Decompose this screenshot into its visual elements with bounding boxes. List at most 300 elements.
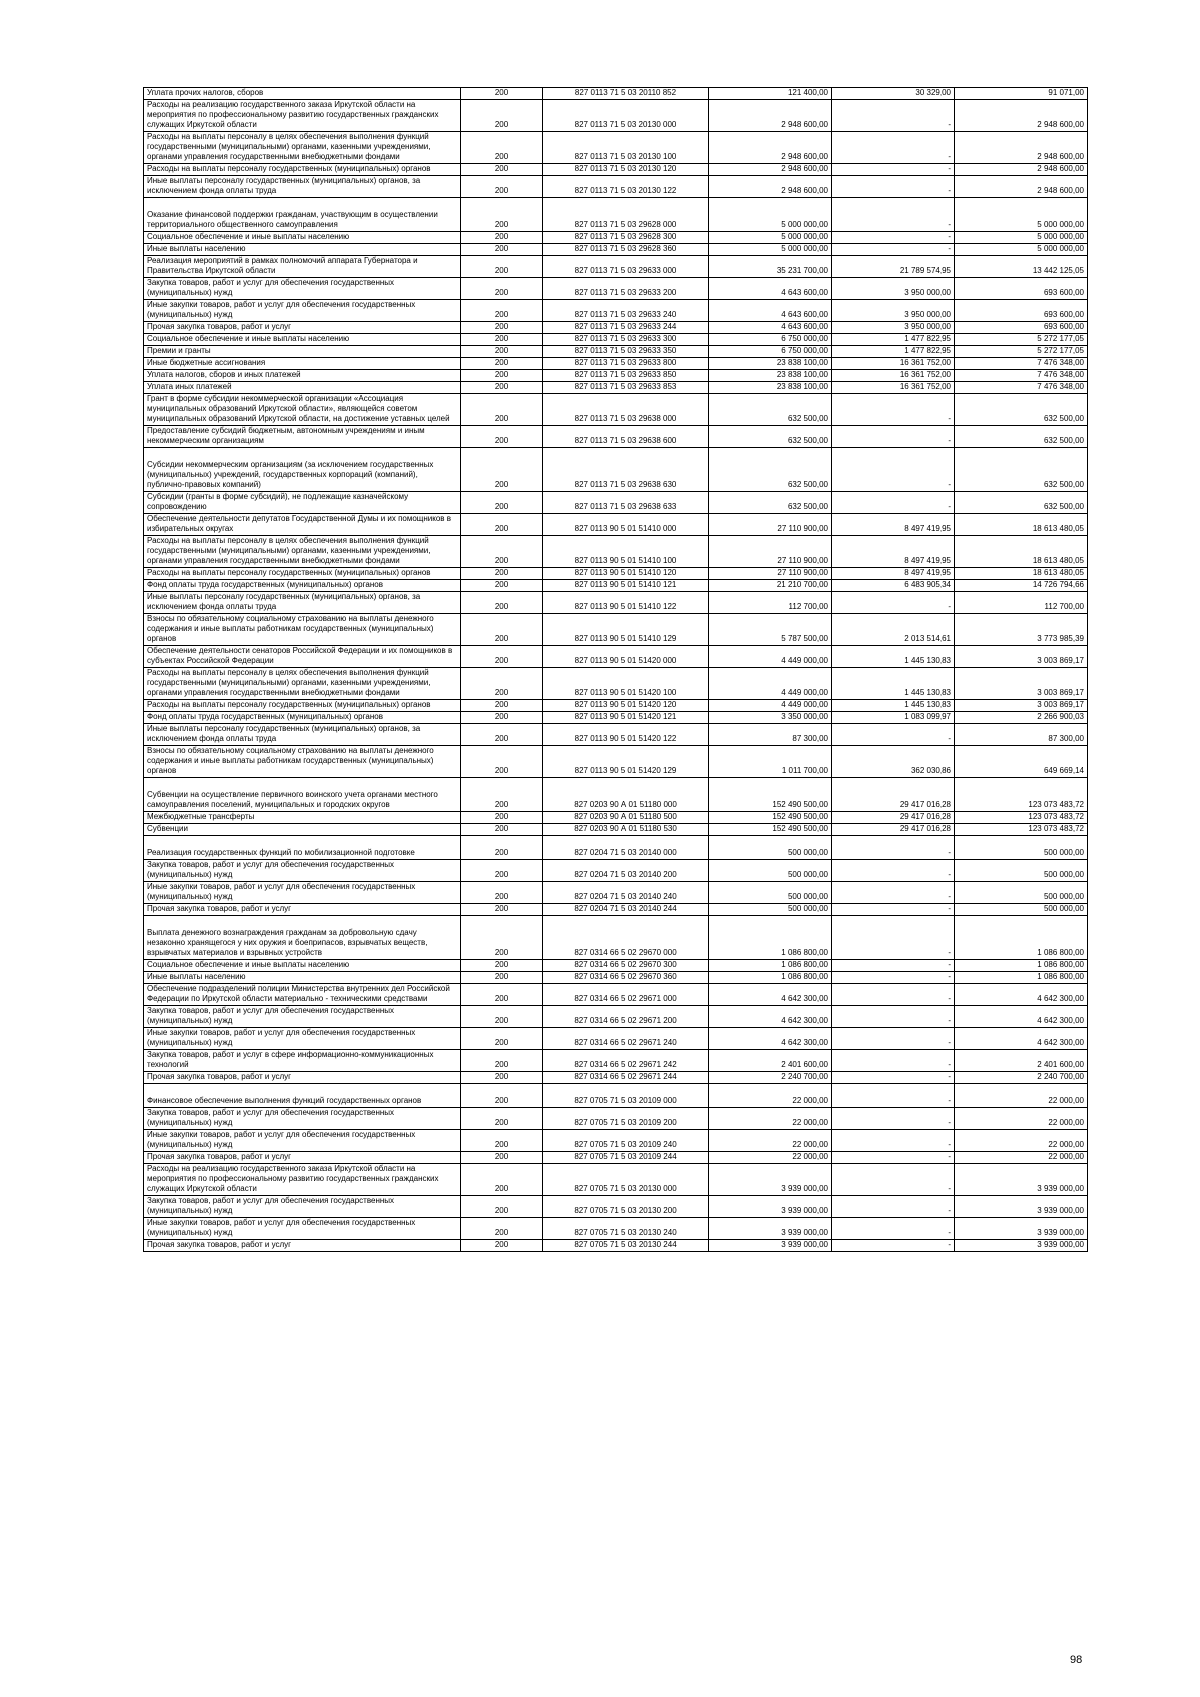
row-name-cell: Реализация государственных функций по мобилизационной подготовке xyxy=(144,836,461,860)
table-row xyxy=(144,568,1088,580)
row-code-cell: 200 xyxy=(461,198,543,232)
row-approved-cell: 3 939 000,00 xyxy=(709,1164,832,1196)
row-code-cell: 200 xyxy=(461,244,543,256)
row-kbk-cell: 827 0113 71 5 03 29633 300 xyxy=(543,334,709,346)
row-approved-cell: 4 642 300,00 xyxy=(709,984,832,1006)
row-approved-cell: 4 449 000,00 xyxy=(709,700,832,712)
row-executed-cell: 3 950 000,00 xyxy=(832,300,955,322)
row-executed-cell: - xyxy=(832,1006,955,1028)
row-name-cell: Закупка товаров, работ и услуг для обеспечения государственных (муниципальных) нужд xyxy=(144,860,461,882)
row-kbk-cell: 827 0113 71 5 03 29633 240 xyxy=(543,300,709,322)
row-approved-cell: 4 643 600,00 xyxy=(709,300,832,322)
row-unexecuted-cell: 4 642 300,00 xyxy=(955,1028,1088,1050)
row-kbk-cell: 827 0113 71 5 03 29633 350 xyxy=(543,346,709,358)
row-executed-cell: - xyxy=(832,1164,955,1196)
row-unexecuted-cell: 693 600,00 xyxy=(955,300,1088,322)
table-row xyxy=(144,1196,1088,1218)
row-code-cell: 200 xyxy=(461,916,543,960)
row-name-cell: Субвенции xyxy=(144,824,461,836)
row-unexecuted-cell: 2 240 700,00 xyxy=(955,1072,1088,1084)
row-unexecuted-cell: 22 000,00 xyxy=(955,1152,1088,1164)
row-unexecuted-cell: 500 000,00 xyxy=(955,860,1088,882)
row-name-cell: Прочая закупка товаров, работ и услуг xyxy=(144,322,461,334)
row-executed-cell: - xyxy=(832,198,955,232)
row-executed-cell: - xyxy=(832,176,955,198)
row-approved-cell: 500 000,00 xyxy=(709,836,832,860)
row-unexecuted-cell: 123 073 483,72 xyxy=(955,824,1088,836)
row-executed-cell: 362 030,86 xyxy=(832,746,955,778)
row-name-cell: Премии и гранты xyxy=(144,346,461,358)
row-unexecuted-cell: 5 000 000,00 xyxy=(955,232,1088,244)
row-name-cell: Иные выплаты персоналу государственных (муниципальных) органов, за исключением фонда оплаты труда xyxy=(144,176,461,198)
row-kbk-cell: 827 0203 90 А 01 51180 500 xyxy=(543,812,709,824)
table-row xyxy=(144,1164,1088,1196)
row-code-cell: 200 xyxy=(461,1006,543,1028)
row-kbk-cell: 827 0204 71 5 03 20140 244 xyxy=(543,904,709,916)
row-kbk-cell: 827 0314 66 5 02 29671 240 xyxy=(543,1028,709,1050)
row-name-cell: Расходы на выплаты персоналу государственных (муниципальных) органов xyxy=(144,700,461,712)
row-kbk-cell: 827 0113 71 5 03 29633 000 xyxy=(543,256,709,278)
row-approved-cell: 2 401 600,00 xyxy=(709,1050,832,1072)
row-unexecuted-cell: 4 642 300,00 xyxy=(955,984,1088,1006)
row-name-cell: Иные выплаты персоналу государственных (муниципальных) органов, за исключением фонда оплаты труда xyxy=(144,592,461,614)
row-approved-cell: 4 643 600,00 xyxy=(709,278,832,300)
table-row xyxy=(144,256,1088,278)
row-approved-cell: 1 086 800,00 xyxy=(709,972,832,984)
row-code-cell: 200 xyxy=(461,746,543,778)
row-name-cell: Расходы на выплаты персоналу в целях обеспечения выполнения функций государственными (муниципальными) органами, казенными учреждениями, органами управления государственными внебюджетными фондами xyxy=(144,536,461,568)
row-approved-cell: 2 948 600,00 xyxy=(709,164,832,176)
row-unexecuted-cell: 1 086 800,00 xyxy=(955,960,1088,972)
row-kbk-cell: 827 0113 90 5 01 51420 121 xyxy=(543,712,709,724)
row-name-cell: Обеспечение деятельности депутатов Государственной Думы и их помощников в избирательных округах xyxy=(144,514,461,536)
row-approved-cell: 3 939 000,00 xyxy=(709,1240,832,1252)
row-approved-cell: 632 500,00 xyxy=(709,394,832,426)
row-name-cell: Иные закупки товаров, работ и услуг для обеспечения государственных (муниципальных) нужд xyxy=(144,1218,461,1240)
row-unexecuted-cell: 2 948 600,00 xyxy=(955,164,1088,176)
row-executed-cell: - xyxy=(832,448,955,492)
row-name-cell: Иные закупки товаров, работ и услуг для обеспечения государственных (муниципальных) нужд xyxy=(144,882,461,904)
row-code-cell: 200 xyxy=(461,724,543,746)
row-kbk-cell: 827 0203 90 А 01 51180 000 xyxy=(543,778,709,812)
row-approved-cell: 22 000,00 xyxy=(709,1130,832,1152)
row-unexecuted-cell: 123 073 483,72 xyxy=(955,778,1088,812)
row-unexecuted-cell: 5 272 177,05 xyxy=(955,334,1088,346)
table-row xyxy=(144,198,1088,232)
row-code-cell: 200 xyxy=(461,860,543,882)
row-unexecuted-cell: 5 000 000,00 xyxy=(955,198,1088,232)
row-kbk-cell: 827 0113 90 5 01 51410 100 xyxy=(543,536,709,568)
row-unexecuted-cell: 18 613 480,05 xyxy=(955,514,1088,536)
row-executed-cell: 1 477 822,95 xyxy=(832,334,955,346)
row-approved-cell: 3 939 000,00 xyxy=(709,1218,832,1240)
row-code-cell: 200 xyxy=(461,394,543,426)
table-row xyxy=(144,960,1088,972)
row-approved-cell: 1 086 800,00 xyxy=(709,960,832,972)
row-approved-cell: 500 000,00 xyxy=(709,882,832,904)
row-executed-cell: - xyxy=(832,232,955,244)
row-kbk-cell: 827 0314 66 5 02 29670 360 xyxy=(543,972,709,984)
row-unexecuted-cell: 7 476 348,00 xyxy=(955,382,1088,394)
row-code-cell: 200 xyxy=(461,448,543,492)
row-code-cell: 200 xyxy=(461,100,543,132)
table-row xyxy=(144,972,1088,984)
row-executed-cell: - xyxy=(832,492,955,514)
row-name-cell: Социальное обеспечение и иные выплаты населению xyxy=(144,960,461,972)
row-code-cell: 200 xyxy=(461,1240,543,1252)
row-kbk-cell: 827 0204 71 5 03 20140 240 xyxy=(543,882,709,904)
row-code-cell: 200 xyxy=(461,812,543,824)
row-code-cell: 200 xyxy=(461,1196,543,1218)
row-kbk-cell: 827 0113 90 5 01 51420 120 xyxy=(543,700,709,712)
row-name-cell: Закупка товаров, работ и услуг для обеспечения государственных (муниципальных) нужд xyxy=(144,1196,461,1218)
row-code-cell: 200 xyxy=(461,492,543,514)
row-kbk-cell: 827 0113 71 5 03 29633 200 xyxy=(543,278,709,300)
row-kbk-cell: 827 0705 71 5 03 20130 000 xyxy=(543,1164,709,1196)
row-executed-cell: 8 497 419,95 xyxy=(832,514,955,536)
row-unexecuted-cell: 3 773 985,39 xyxy=(955,614,1088,646)
row-kbk-cell: 827 0113 71 5 03 20130 122 xyxy=(543,176,709,198)
row-code-cell: 200 xyxy=(461,322,543,334)
row-unexecuted-cell: 22 000,00 xyxy=(955,1108,1088,1130)
row-approved-cell: 5 000 000,00 xyxy=(709,244,832,256)
row-unexecuted-cell: 3 939 000,00 xyxy=(955,1240,1088,1252)
row-kbk-cell: 827 0113 71 5 03 29633 853 xyxy=(543,382,709,394)
row-unexecuted-cell: 500 000,00 xyxy=(955,904,1088,916)
table-row xyxy=(144,1108,1088,1130)
row-unexecuted-cell: 3 003 869,17 xyxy=(955,668,1088,700)
row-executed-cell: - xyxy=(832,916,955,960)
row-executed-cell: - xyxy=(832,860,955,882)
row-name-cell: Предоставление субсидий бюджетным, автономным учреждениям и иным некоммерческим организациям xyxy=(144,426,461,448)
table-row xyxy=(144,536,1088,568)
row-executed-cell: - xyxy=(832,1196,955,1218)
row-code-cell: 200 xyxy=(461,984,543,1006)
table-row xyxy=(144,1072,1088,1084)
row-unexecuted-cell: 693 600,00 xyxy=(955,322,1088,334)
table-row xyxy=(144,700,1088,712)
row-code-cell: 200 xyxy=(461,668,543,700)
row-kbk-cell: 827 0113 90 5 01 51420 122 xyxy=(543,724,709,746)
table-row xyxy=(144,646,1088,668)
row-kbk-cell: 827 0705 71 5 03 20130 240 xyxy=(543,1218,709,1240)
row-kbk-cell: 827 0113 90 5 01 51410 129 xyxy=(543,614,709,646)
row-executed-cell: 1 477 822,95 xyxy=(832,346,955,358)
table-row xyxy=(144,358,1088,370)
row-kbk-cell: 827 0705 71 5 03 20130 244 xyxy=(543,1240,709,1252)
row-unexecuted-cell: 649 669,14 xyxy=(955,746,1088,778)
row-executed-cell: - xyxy=(832,1072,955,1084)
row-name-cell: Иные выплаты населению xyxy=(144,972,461,984)
row-code-cell: 200 xyxy=(461,836,543,860)
row-unexecuted-cell: 7 476 348,00 xyxy=(955,370,1088,382)
row-executed-cell: 1 445 130,83 xyxy=(832,700,955,712)
row-approved-cell: 23 838 100,00 xyxy=(709,358,832,370)
row-kbk-cell: 827 0113 71 5 03 29638 600 xyxy=(543,426,709,448)
row-approved-cell: 112 700,00 xyxy=(709,592,832,614)
row-code-cell: 200 xyxy=(461,712,543,724)
row-unexecuted-cell: 7 476 348,00 xyxy=(955,358,1088,370)
row-approved-cell: 152 490 500,00 xyxy=(709,778,832,812)
row-kbk-cell: 827 0113 90 5 01 51410 120 xyxy=(543,568,709,580)
row-name-cell: Расходы на выплаты персоналу в целях обеспечения выполнения функций государственными (муниципальными) органами, казенными учреждениями, органами управления государственными внебюджетными фондами xyxy=(144,132,461,164)
row-name-cell: Иные выплаты населению xyxy=(144,244,461,256)
row-unexecuted-cell: 3 003 869,17 xyxy=(955,700,1088,712)
row-kbk-cell: 827 0113 90 5 01 51420 100 xyxy=(543,668,709,700)
row-kbk-cell: 827 0113 90 5 01 51410 121 xyxy=(543,580,709,592)
row-approved-cell: 23 838 100,00 xyxy=(709,370,832,382)
row-executed-cell: - xyxy=(832,592,955,614)
row-unexecuted-cell: 693 600,00 xyxy=(955,278,1088,300)
row-unexecuted-cell: 3 939 000,00 xyxy=(955,1164,1088,1196)
row-kbk-cell: 827 0314 66 5 02 29670 000 xyxy=(543,916,709,960)
row-code-cell: 200 xyxy=(461,346,543,358)
row-executed-cell: - xyxy=(832,972,955,984)
row-name-cell: Фонд оплаты труда государственных (муниципальных) органов xyxy=(144,712,461,724)
row-executed-cell: 29 417 016,28 xyxy=(832,778,955,812)
row-approved-cell: 5 000 000,00 xyxy=(709,198,832,232)
row-kbk-cell: 827 0314 66 5 02 29671 244 xyxy=(543,1072,709,1084)
row-approved-cell: 2 240 700,00 xyxy=(709,1072,832,1084)
row-executed-cell: - xyxy=(832,1050,955,1072)
row-executed-cell: 30 329,00 xyxy=(832,88,955,100)
row-code-cell: 200 xyxy=(461,1218,543,1240)
row-code-cell: 200 xyxy=(461,778,543,812)
row-approved-cell: 4 449 000,00 xyxy=(709,646,832,668)
row-name-cell: Иные закупки товаров, работ и услуг для обеспечения государственных (муниципальных) нужд xyxy=(144,1130,461,1152)
table-row xyxy=(144,88,1088,100)
row-executed-cell: 3 950 000,00 xyxy=(832,322,955,334)
row-approved-cell: 2 948 600,00 xyxy=(709,100,832,132)
row-name-cell: Иные бюджетные ассигнования xyxy=(144,358,461,370)
row-name-cell: Выплата денежного вознаграждения гражданам за добровольную сдачу незаконно хранящегося у них оружия и боеприпасов, взрывчатых веществ, взрывчатых материалов и взрывных устройств xyxy=(144,916,461,960)
row-unexecuted-cell: 112 700,00 xyxy=(955,592,1088,614)
row-unexecuted-cell: 22 000,00 xyxy=(955,1084,1088,1108)
row-executed-cell: 1 445 130,83 xyxy=(832,646,955,668)
table-row xyxy=(144,244,1088,256)
table-row xyxy=(144,300,1088,322)
table-row xyxy=(144,334,1088,346)
row-unexecuted-cell: 14 726 794,66 xyxy=(955,580,1088,592)
table-row xyxy=(144,1084,1088,1108)
row-unexecuted-cell: 123 073 483,72 xyxy=(955,812,1088,824)
row-approved-cell: 500 000,00 xyxy=(709,904,832,916)
row-name-cell: Реализация мероприятий в рамках полномочий аппарата Губернатора и Правительства Иркутской области xyxy=(144,256,461,278)
row-name-cell: Субвенции на осуществление первичного воинского учета органами местного самоуправления поселений, муниципальных и городских округов xyxy=(144,778,461,812)
row-executed-cell: 8 497 419,95 xyxy=(832,536,955,568)
row-approved-cell: 152 490 500,00 xyxy=(709,824,832,836)
row-code-cell: 200 xyxy=(461,278,543,300)
row-name-cell: Уплата налогов, сборов и иных платежей xyxy=(144,370,461,382)
row-approved-cell: 632 500,00 xyxy=(709,426,832,448)
table-row xyxy=(144,1130,1088,1152)
row-code-cell: 200 xyxy=(461,536,543,568)
table-row xyxy=(144,176,1088,198)
row-kbk-cell: 827 0203 90 А 01 51180 530 xyxy=(543,824,709,836)
row-approved-cell: 22 000,00 xyxy=(709,1108,832,1130)
row-unexecuted-cell: 87 300,00 xyxy=(955,724,1088,746)
row-unexecuted-cell: 632 500,00 xyxy=(955,448,1088,492)
row-approved-cell: 500 000,00 xyxy=(709,860,832,882)
row-executed-cell: 16 361 752,00 xyxy=(832,382,955,394)
row-code-cell: 200 xyxy=(461,132,543,164)
row-executed-cell: 3 950 000,00 xyxy=(832,278,955,300)
row-code-cell: 200 xyxy=(461,700,543,712)
table-row xyxy=(144,164,1088,176)
table-row xyxy=(144,278,1088,300)
row-approved-cell: 632 500,00 xyxy=(709,448,832,492)
row-executed-cell: - xyxy=(832,836,955,860)
row-name-cell: Обеспечение деятельности сенаторов Российской Федерации и их помощников в субъектах Российской Федерации xyxy=(144,646,461,668)
row-unexecuted-cell: 5 272 177,05 xyxy=(955,346,1088,358)
table-row xyxy=(144,132,1088,164)
row-kbk-cell: 827 0113 71 5 03 20110 852 xyxy=(543,88,709,100)
row-name-cell: Социальное обеспечение и иные выплаты населению xyxy=(144,232,461,244)
table-row xyxy=(144,346,1088,358)
table-row xyxy=(144,812,1088,824)
row-kbk-cell: 827 0705 71 5 03 20109 000 xyxy=(543,1084,709,1108)
row-code-cell: 200 xyxy=(461,426,543,448)
row-kbk-cell: 827 0113 71 5 03 20130 000 xyxy=(543,100,709,132)
row-name-cell: Прочая закупка товаров, работ и услуг xyxy=(144,1152,461,1164)
row-kbk-cell: 827 0314 66 5 02 29671 000 xyxy=(543,984,709,1006)
table-row xyxy=(144,984,1088,1006)
table-row xyxy=(144,712,1088,724)
row-approved-cell: 27 110 900,00 xyxy=(709,568,832,580)
row-name-cell: Субсидии (гранты в форме субсидий), не подлежащие казначейскому сопровождению xyxy=(144,492,461,514)
row-kbk-cell: 827 0314 66 5 02 29671 242 xyxy=(543,1050,709,1072)
row-kbk-cell: 827 0705 71 5 03 20109 240 xyxy=(543,1130,709,1152)
row-unexecuted-cell: 2 948 600,00 xyxy=(955,176,1088,198)
row-name-cell: Иные выплаты персоналу государственных (муниципальных) органов, за исключением фонда оплаты труда xyxy=(144,724,461,746)
row-code-cell: 200 xyxy=(461,960,543,972)
row-unexecuted-cell: 632 500,00 xyxy=(955,426,1088,448)
row-executed-cell: - xyxy=(832,1084,955,1108)
row-kbk-cell: 827 0113 71 5 03 29633 244 xyxy=(543,322,709,334)
row-executed-cell: - xyxy=(832,394,955,426)
row-executed-cell: 21 789 574,95 xyxy=(832,256,955,278)
table-row xyxy=(144,322,1088,334)
row-kbk-cell: 827 0113 71 5 03 29638 633 xyxy=(543,492,709,514)
row-unexecuted-cell: 1 086 800,00 xyxy=(955,916,1088,960)
row-name-cell: Финансовое обеспечение выполнения функций государственных органов xyxy=(144,1084,461,1108)
row-approved-cell: 6 750 000,00 xyxy=(709,346,832,358)
row-code-cell: 200 xyxy=(461,300,543,322)
row-code-cell: 200 xyxy=(461,1050,543,1072)
row-approved-cell: 3 939 000,00 xyxy=(709,1196,832,1218)
row-unexecuted-cell: 632 500,00 xyxy=(955,492,1088,514)
table-row xyxy=(144,916,1088,960)
row-approved-cell: 1 086 800,00 xyxy=(709,916,832,960)
row-code-cell: 200 xyxy=(461,1108,543,1130)
row-code-cell: 200 xyxy=(461,1164,543,1196)
table-row xyxy=(144,514,1088,536)
row-code-cell: 200 xyxy=(461,646,543,668)
row-executed-cell: - xyxy=(832,1218,955,1240)
row-executed-cell: - xyxy=(832,244,955,256)
row-name-cell: Субсидии некоммерческим организациям (за исключением государственных (муниципальных) учреждений, государственных корпораций (компаний), публично-правовых компаний) xyxy=(144,448,461,492)
row-code-cell: 200 xyxy=(461,370,543,382)
row-code-cell: 200 xyxy=(461,568,543,580)
row-kbk-cell: 827 0705 71 5 03 20130 200 xyxy=(543,1196,709,1218)
table-row xyxy=(144,904,1088,916)
row-name-cell: Расходы на реализацию государственного заказа Иркутской области на мероприятия по профессиональному развитию государственных гражданских служащих Иркутской области xyxy=(144,1164,461,1196)
row-approved-cell: 632 500,00 xyxy=(709,492,832,514)
row-executed-cell: - xyxy=(832,724,955,746)
row-name-cell: Расходы на реализацию государственного заказа Иркутской области на мероприятия по профессиональному развитию государственных гражданских служащих Иркутской области xyxy=(144,100,461,132)
row-approved-cell: 21 210 700,00 xyxy=(709,580,832,592)
row-name-cell: Уплата прочих налогов, сборов xyxy=(144,88,461,100)
row-approved-cell: 152 490 500,00 xyxy=(709,812,832,824)
table-row xyxy=(144,370,1088,382)
row-name-cell: Взносы по обязательному социальному страхованию на выплаты денежного содержания и иные выплаты работникам государственных (муниципальных) органов xyxy=(144,614,461,646)
row-executed-cell: - xyxy=(832,132,955,164)
row-executed-cell: - xyxy=(832,426,955,448)
table-row xyxy=(144,394,1088,426)
table-row xyxy=(144,1218,1088,1240)
row-approved-cell: 4 642 300,00 xyxy=(709,1006,832,1028)
row-code-cell: 200 xyxy=(461,88,543,100)
row-kbk-cell: 827 0204 71 5 03 20140 000 xyxy=(543,836,709,860)
row-kbk-cell: 827 0705 71 5 03 20109 200 xyxy=(543,1108,709,1130)
table-row xyxy=(144,1006,1088,1028)
row-code-cell: 200 xyxy=(461,164,543,176)
row-executed-cell: - xyxy=(832,984,955,1006)
row-code-cell: 200 xyxy=(461,1152,543,1164)
row-executed-cell: - xyxy=(832,904,955,916)
table-row xyxy=(144,724,1088,746)
row-code-cell: 200 xyxy=(461,614,543,646)
row-approved-cell: 6 750 000,00 xyxy=(709,334,832,346)
table-row xyxy=(144,1240,1088,1252)
row-name-cell: Межбюджетные трансферты xyxy=(144,812,461,824)
row-code-cell: 200 xyxy=(461,580,543,592)
row-kbk-cell: 827 0113 71 5 03 29633 850 xyxy=(543,370,709,382)
row-name-cell: Обеспечение подразделений полиции Министерства внутренних дел Российской Федерации по Иркутской области материально - техническими средствами xyxy=(144,984,461,1006)
row-name-cell: Социальное обеспечение и иные выплаты населению xyxy=(144,334,461,346)
row-unexecuted-cell: 3 939 000,00 xyxy=(955,1196,1088,1218)
row-kbk-cell: 827 0113 90 5 01 51410 000 xyxy=(543,514,709,536)
row-kbk-cell: 827 0113 71 5 03 20130 100 xyxy=(543,132,709,164)
table-row xyxy=(144,824,1088,836)
row-approved-cell: 4 642 300,00 xyxy=(709,1028,832,1050)
row-kbk-cell: 827 0113 71 5 03 20130 120 xyxy=(543,164,709,176)
row-approved-cell: 4 449 000,00 xyxy=(709,668,832,700)
row-name-cell: Уплата иных платежей xyxy=(144,382,461,394)
row-approved-cell: 121 400,00 xyxy=(709,88,832,100)
row-name-cell: Закупка товаров, работ и услуг для обеспечения государственных (муниципальных) нужд xyxy=(144,1006,461,1028)
table-body xyxy=(144,88,1088,1252)
row-executed-cell: - xyxy=(832,1028,955,1050)
row-executed-cell: 1 445 130,83 xyxy=(832,668,955,700)
row-name-cell: Иные закупки товаров, работ и услуг для обеспечения государственных (муниципальных) нужд xyxy=(144,1028,461,1050)
row-approved-cell: 5 787 500,00 xyxy=(709,614,832,646)
row-approved-cell: 35 231 700,00 xyxy=(709,256,832,278)
row-name-cell: Расходы на выплаты персоналу государственных (муниципальных) органов xyxy=(144,164,461,176)
row-approved-cell: 2 948 600,00 xyxy=(709,132,832,164)
row-kbk-cell: 827 0204 71 5 03 20140 200 xyxy=(543,860,709,882)
row-unexecuted-cell: 18 613 480,05 xyxy=(955,536,1088,568)
table-row xyxy=(144,492,1088,514)
table-row xyxy=(144,592,1088,614)
row-kbk-cell: 827 0113 71 5 03 29633 800 xyxy=(543,358,709,370)
table-row xyxy=(144,882,1088,904)
row-code-cell: 200 xyxy=(461,1028,543,1050)
row-executed-cell: 6 483 905,34 xyxy=(832,580,955,592)
row-kbk-cell: 827 0314 66 5 02 29670 300 xyxy=(543,960,709,972)
row-code-cell: 200 xyxy=(461,256,543,278)
table-row xyxy=(144,860,1088,882)
